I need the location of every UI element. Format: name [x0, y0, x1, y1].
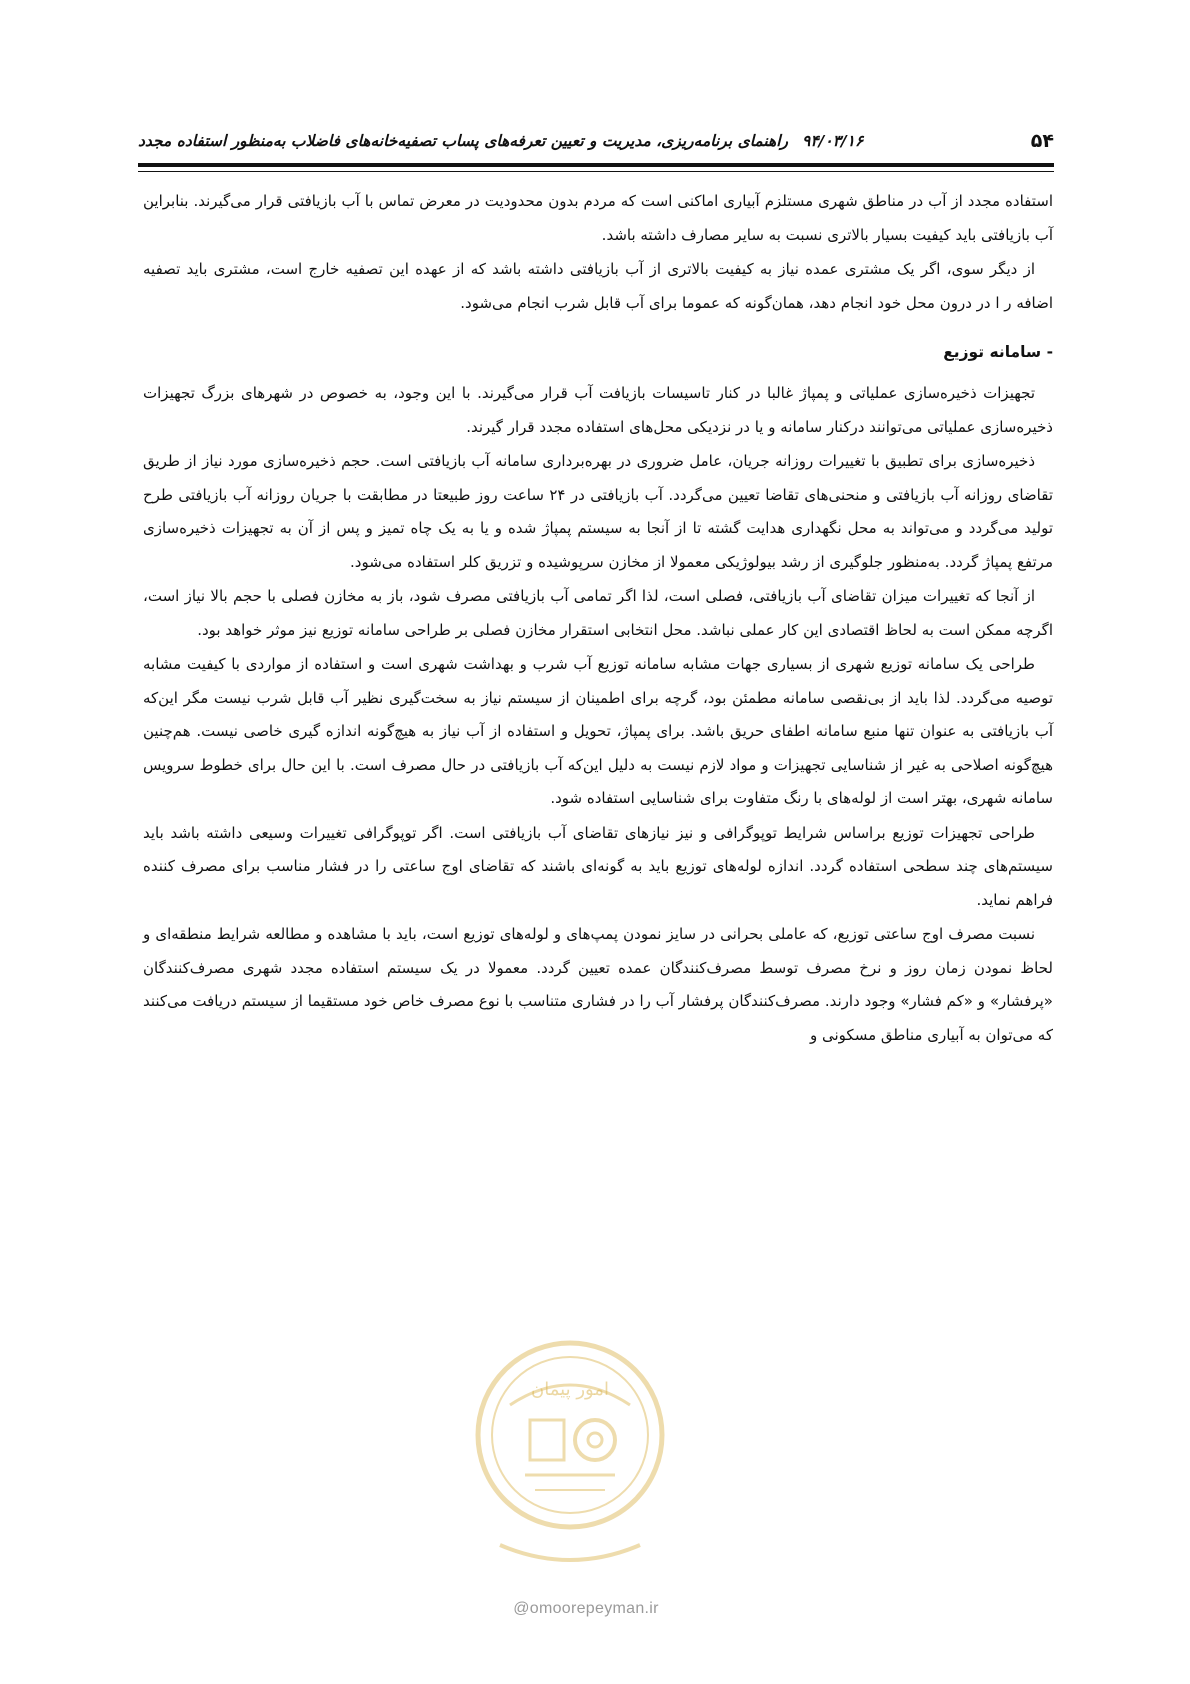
watermark-url: @omoorepeyman.ir: [513, 1600, 659, 1617]
header-rule-thick: [138, 163, 1054, 167]
paragraph: طراحی تجهیزات توزیع براساس شرایط توپوگرافی و نیز نیازهای تقاضای آب بازیافتی است. اگر توپوگرافی تغییرات وسیعی داشته باشد باید سیستم‌های چند سطحی استفاده گردد. اندازه لوله‌های توزیع باید به گونه‌ای باشند که تقاضای اوج ساعتی را در فشار مناسب برای مصرف کننده فراهم نماید.: [143, 823, 1053, 909]
page-header: [138, 128, 1054, 158]
running-title: [138, 128, 863, 154]
section-heading: - سامانه توزیع: [943, 343, 1053, 361]
watermark-logo: [470, 1325, 670, 1585]
paragraph: از آنجا که تغییرات میزان تقاضای آب بازیافتی، فصلی است، لذا اگر تمامی آب بازیافتی مصرف شود، باز به مخازن فصلی با حجم بالا نیاز است، اگرچه ممکن است به لحاظ اقتصادی این کار عملی نباشد. محل انتخابی استقرار مخازن فصلی بر طراحی سامانه توزیع نیز موثر خواهد بود.: [143, 587, 1053, 639]
paragraph: استفاده مجدد از آب در مناطق شهری مستلزم آبیاری اماکنی است که مردم بدون محدودیت در معرض تماس با آب بازیافتی قرار می‌گیرند. بنابراین آب بازیافتی باید کیفیت بسیار بالاتری نسبت به سایر مصارف داشته باشد.: [143, 192, 1053, 244]
watermark-logo-text: امور پیمان: [531, 1379, 609, 1400]
paragraph: طراحی یک سامانه توزیع شهری از بسیاری جهات مشابه سامانه توزیع آب شرب و بهداشت شهری است و استفاده از مواردی با کیفیت مشابه توصیه می‌گردد. لذا باید از بی‌نقصی سامانه مطمئن بود، گرچه برای اطمینان از سیستم نیاز به سخت‌گیری نظیر آب قابل شرب نیست مگر این‌که آب بازیافتی به عنوان تنها منبع سامانه اطفای حریق باشد. برای پمپاژ، تحویل و استفاده از آب نیاز به هیچ‌گونه اندازه گیری خاصی نیست. هم‌چنین هیچ‌گونه اصلاحی به غیر از شناسایی تجهیزات و مواد لازم نیست به دلیل این‌که آب بازیافتی در حال مصرف است. با این حال برای خطوط سرویس سامانه شهری، بهتر است از لوله‌های با رنگ متفاوت برای شناسایی استفاده شود.: [143, 655, 1053, 807]
header-rule-thin: [138, 171, 1054, 172]
page-number: ۵۴: [1030, 130, 1054, 152]
header-title-text: راهنمای برنامه‌ریزی، مدیریت و تعیین تعرفه‌های پساب تصفیه‌خانه‌های فاضلاب به‌منظور استفاده مجدد: [138, 132, 789, 150]
paragraph: ذخیره‌سازی برای تطبیق با تغییرات روزانه جریان، عامل ضروری در بهره‌برداری سامانه آب بازیافتی است. حجم ذخیره‌سازی مورد نیاز از طریق تقاضای روزانه آب بازیافتی و منحنی‌های تقاضا تعیین می‌گردد. آب بازیافتی در ۲۴ ساعت روز طبیعتا در مطابقت با جریان روزانه آب بازیافتی طرح تولید می‌گردد و می‌تواند به محل نگهداری هدایت گشته تا از آنجا به سیستم پمپاژ شده و یا به یک چاه تمیز و پس از آن به تجهیزات ذخیره‌سازی مرتفع پمپاژ گردد. به‌منظور جلوگیری از رشد بیولوژیکی معمولا از مخازن سرپوشیده و تزریق کلر استفاده می‌شود.: [143, 452, 1054, 571]
header-date: ۹۴/۰۳/۱۶: [802, 132, 864, 150]
paragraph: نسبت مصرف اوج ساعتی توزیع، که عاملی بحرانی در سایز نمودن پمپ‌های و لوله‌های توزیع است، باید با مشاهده و مطالعه شرایط منطقه‌ای و لحاظ نمودن زمان روز و نرخ مصرف توسط مصرف‌کنندگان عمده تعیین گردد. معمولا در یک سیستم استفاده مجدد شهری مصرف‌کنندگان «پرفشار» و «کم فشار» وجود دارند. مصرف‌کنندگان پرفشار آب را در فشاری متناسب با نوع مصرف خاص خود مستقیما از سیستم دریافت می‌کنند که می‌توان به آبیاری مناطق مسکونی و: [143, 925, 1053, 1044]
paragraph: تجهیزات ذخیره‌سازی عملیاتی و پمپاژ غالبا در کنار تاسیسات بازیافت آب قرار می‌گیرند. با این وجود، به خصوص در شهرهای بزرگ تجهیزات ذخیره‌سازی عملیاتی می‌توانند درکنار سامانه و یا در نزدیکی محل‌های استفاده مجدد قرار گیرند.: [143, 384, 1053, 436]
paragraph: از دیگر سوی، اگر یک مشتری عمده نیاز به کیفیت بالاتری از آب بازیافتی داشته باشد که از عهده این تصفیه خارج است، مشتری باید تصفیه اضافه ر ا در درون محل خود انجام دهد، همان‌گونه که عموما برای آب قابل شرب انجام می‌شود.: [143, 260, 1053, 312]
document-body: [143, 185, 1053, 1053]
